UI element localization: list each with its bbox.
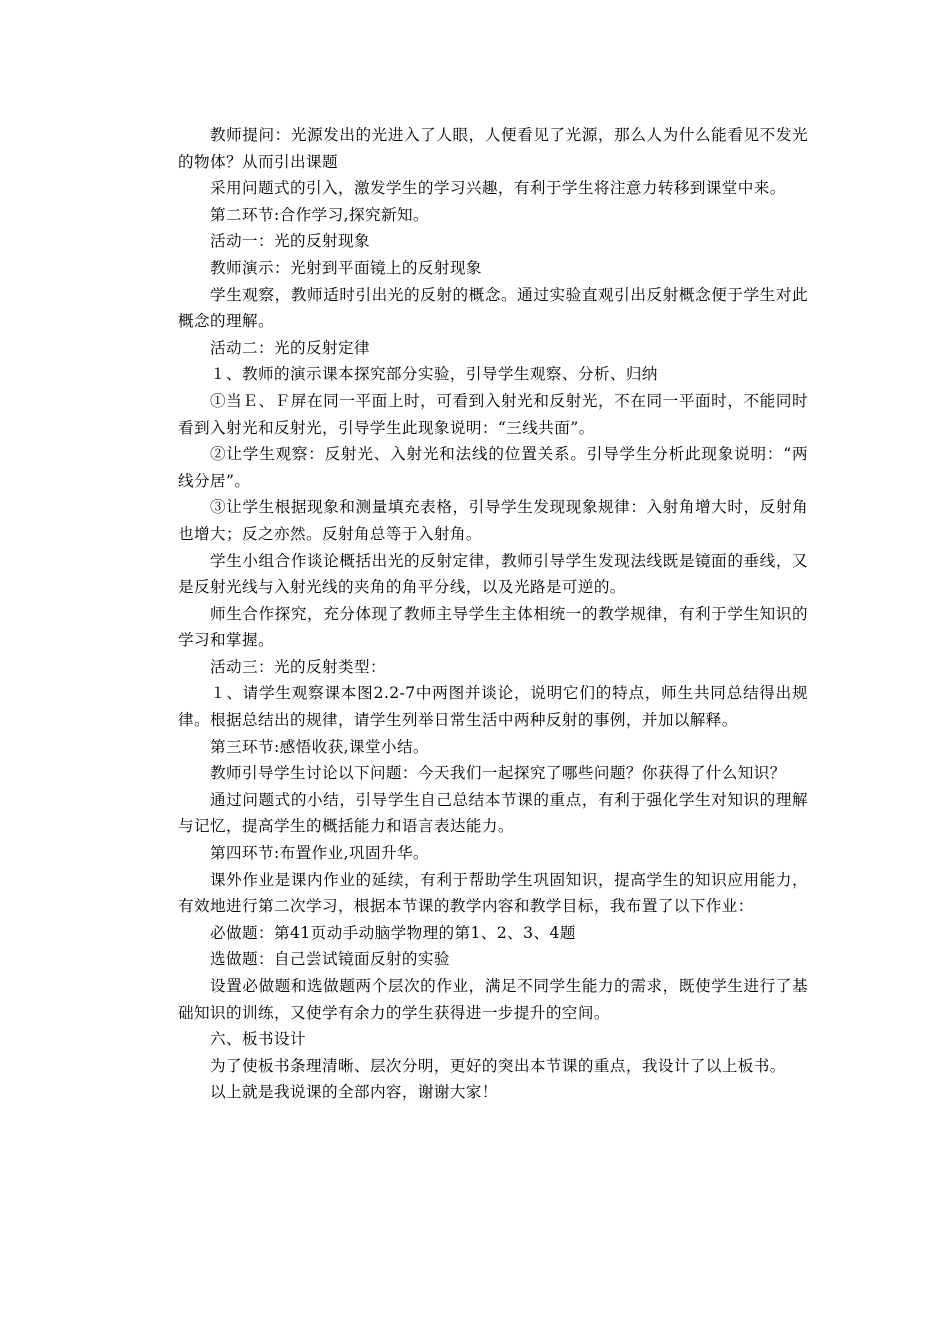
paragraph-teacher-question: 教师提问：光源发出的光进入了人眼，人便看见了光源，那么人为什么能看见不发光的物体？从而引出课题 xyxy=(178,126,808,171)
paragraph-board-design-heading: 六、板书设计 xyxy=(210,1030,306,1049)
paragraph-activity-one: 活动一：光的反射现象 xyxy=(210,232,370,251)
paragraph-optional-homework: 选做题：自己尝试镜面反射的实验 xyxy=(210,950,450,969)
paragraph-homework-intro: 课外作业是课内作业的延续，有利于帮助学生巩固知识，提高学生的知识应用能力，有效地进行第二次学习，根据本节课的教学内容和教学目标，我布置了以下作业： xyxy=(178,870,808,916)
paragraph-angle-law: ③让学生根据现象和测量填充表格，引导学生发现现象规律：入射角增大时，反射角也增大；反之亦然。反射角总等于入射角。 xyxy=(178,498,808,543)
paragraph-demo-step-one: １、教师的演示课本探究部分实验，引导学生观察、分析、归纳 xyxy=(210,365,658,384)
paragraph-closing: 以上就是我说课的全部内容，谢谢大家！ xyxy=(210,1083,498,1102)
paragraph-section-three-heading: 第三环节:感悟收获,课堂小结。 xyxy=(210,737,429,756)
paragraph-cooperative-inquiry: 师生合作探究，充分体现了教师主导学生主体相统一的教学规律，有利于学生知识的学习和掌握。 xyxy=(178,604,808,650)
paragraph-summary-method: 通过问题式的小结，引导学生自己总结本节课的重点，有利于强化学生对知识的理解与记忆，提高学生的概括能力和语言表达能力。 xyxy=(178,790,808,836)
paragraph-board-design: 为了使板书条理清晰、层次分明，更好的突出本节课的重点，我设计了以上板书。 xyxy=(210,1056,786,1075)
paragraph-teacher-demo: 教师演示：光射到平面镜上的反射现象 xyxy=(210,258,482,277)
paragraph-homework-levels: 设置必做题和选做题两个层次的作业，满足不同学生能力的需求，既使学生进行了基础知识的训练，又使学有余力的学生获得进一步提升的空间。 xyxy=(178,977,808,1022)
paragraph-section-two-heading: 第二环节:合作学习,探究新知。 xyxy=(210,205,429,224)
document-body xyxy=(178,122,808,1106)
paragraph-activity-three: 活动三：光的反射类型： xyxy=(210,657,386,676)
paragraph-section-four-heading: 第四环节:布置作业,巩固升华。 xyxy=(210,844,429,863)
paragraph-required-homework: 必做题：第41页动手动脑学物理的第1、2、3、4题 xyxy=(210,923,576,942)
paragraph-three-lines-coplanar: ①当Ｅ、Ｆ屏在同一平面上时，可看到入射光和反射光，不在同一平面时，不能同时看到入射光和反射光，引导学生此现象说明：“三线共面”。 xyxy=(178,391,808,437)
paragraph-group-discussion: 学生小组合作谈论概括出光的反射定律，教师引导学生发现法线既是镜面的垂线，又是反射光线与入射光线的夹角的角平分线，以及光路是可逆的。 xyxy=(178,551,808,597)
paragraph-reflection-types: １、请学生观察课本图2.2-7中两图并谈论，说明它们的特点，师生共同总结得出规律。根据总结出的规律，请学生列举日常生活中两种反射的事例，并加以解释。 xyxy=(178,684,808,730)
paragraph-two-lines-separate: ②让学生观察：反射光、入射光和法线的位置关系。引导学生分析此现象说明：“两线分居”。 xyxy=(178,445,808,490)
paragraph-intro-method: 采用问题式的引入，激发学生的学习兴趣，有利于学生将注意力转移到课堂中来。 xyxy=(210,179,786,198)
paragraph-student-observe: 学生观察，教师适时引出光的反射的概念。通过实验直观引出反射概念便于学生对此概念的理解。 xyxy=(178,285,808,331)
paragraph-summary-question: 教师引导学生讨论以下问题：今天我们一起探究了哪些问题？你获得了什么知识？ xyxy=(210,764,786,783)
paragraph-activity-two: 活动二：光的反射定律 xyxy=(210,338,370,357)
